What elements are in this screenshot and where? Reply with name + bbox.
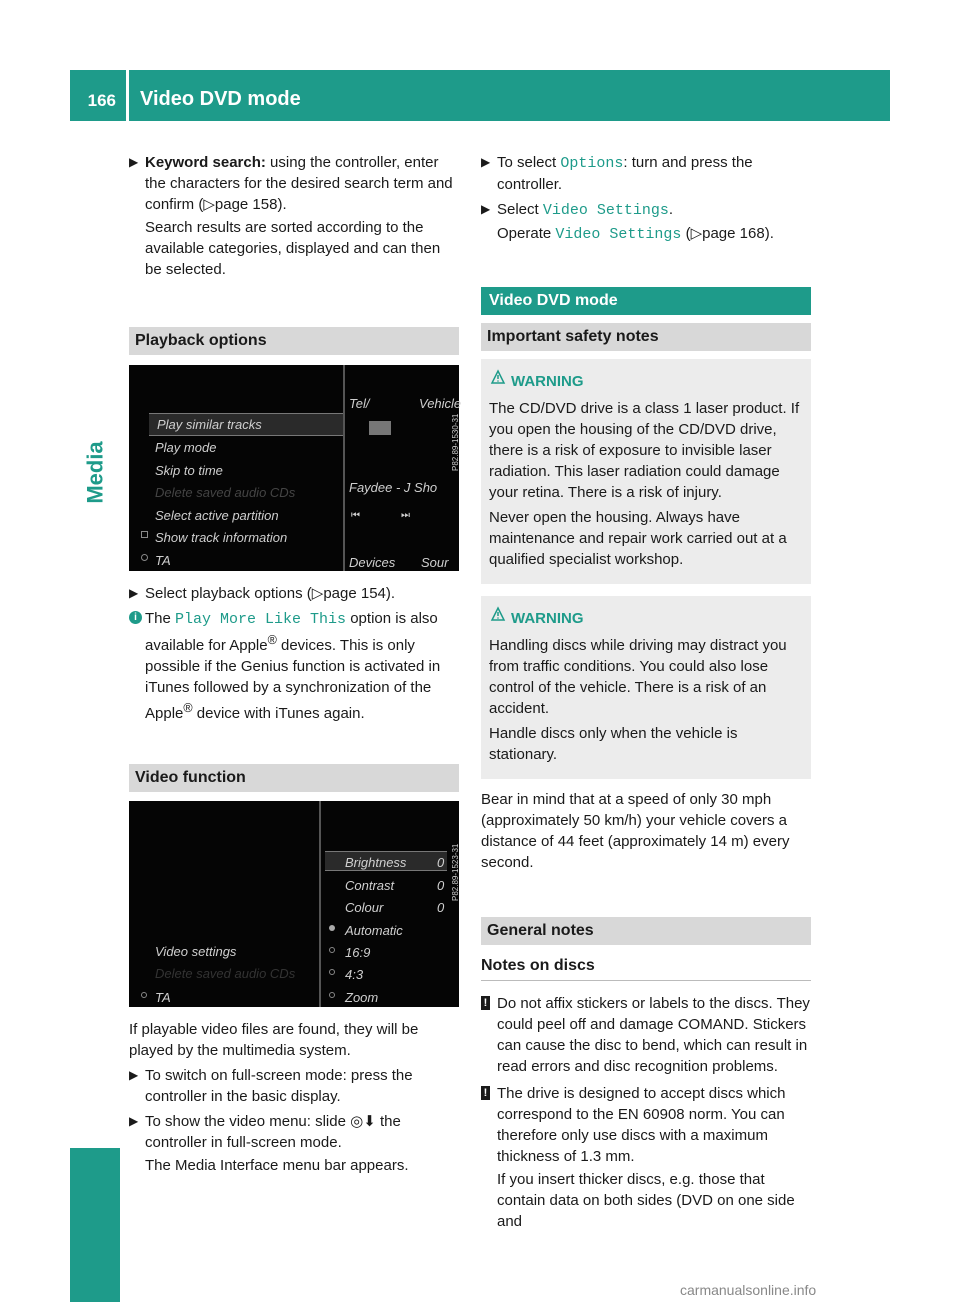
exclamation-icon: ! bbox=[481, 996, 490, 1010]
fullscreen-step: ▶ To switch on full-screen mode: press the controller in the basic display. bbox=[129, 1067, 413, 1105]
menu-item: Delete saved audio CDs bbox=[155, 966, 296, 981]
code-play-more-like-this: Play More Like This bbox=[175, 611, 347, 628]
video-menu-step: ▶ To show the video menu: slide ◎⬇ the controller in full-screen mode. The Media Interface menu bar appears. bbox=[129, 1113, 409, 1174]
setting-label: 16:9 bbox=[345, 945, 371, 960]
general-notes-heading: General notes bbox=[481, 917, 811, 945]
arrow-icon: ▶ bbox=[129, 586, 139, 600]
select-video-settings-step: ▶ Select Video Settings. Operate Video Settings (▷page 168). bbox=[481, 201, 774, 243]
menu-item: TA bbox=[155, 553, 171, 568]
notes-on-discs-heading: Notes on discs bbox=[481, 955, 811, 981]
menu-item: Skip to time bbox=[155, 463, 223, 478]
setting-label: Zoom bbox=[345, 990, 379, 1005]
video-function-heading: Video function bbox=[129, 764, 459, 792]
info-icon: i bbox=[129, 611, 142, 624]
menu-item: Delete saved audio CDs bbox=[155, 485, 296, 500]
menu-item: TA bbox=[155, 990, 171, 1005]
controller-slide-down-icon: ◎⬇ bbox=[350, 1113, 376, 1130]
warning-text: Never open the housing. Always have maintenance and repair work carried out at a qualified specialist workshop. bbox=[489, 509, 787, 568]
select-playback-step: ▶ Select playback options (▷page 154). bbox=[129, 585, 396, 602]
speed-note: Bear in mind that at a speed of only 30 mph (approximately 50 km/h) your vehicle covers a distance of 44 feet (approximately 14 m) every second. bbox=[481, 791, 790, 871]
select-options-step: ▶ To select Options: turn and press the controller. bbox=[481, 154, 753, 193]
radio-icon bbox=[329, 969, 335, 975]
arrow-icon: ▶ bbox=[129, 155, 139, 169]
menu-item: Select active partition bbox=[155, 508, 279, 523]
checkbox-icon bbox=[141, 531, 148, 538]
exclamation-icon: ! bbox=[481, 1086, 490, 1100]
tab-tel: Tel/ bbox=[349, 396, 370, 411]
menu-item: Video settings bbox=[155, 944, 237, 959]
radio-icon bbox=[329, 992, 335, 998]
radio-icon bbox=[141, 554, 148, 561]
page-title: Video DVD mode bbox=[140, 88, 301, 110]
warning-triangle-icon bbox=[491, 370, 505, 384]
menu-item: Play similar tracks bbox=[149, 413, 343, 436]
page-ref[interactable]: page 154 bbox=[323, 585, 386, 602]
video-files-para: If playable video files are found, they will be played by the multimedia system. bbox=[129, 1021, 419, 1059]
setting-label: Contrast bbox=[345, 878, 395, 893]
arrow-icon: ▶ bbox=[481, 155, 491, 169]
header-separator bbox=[126, 70, 129, 121]
setting-label: Brightness bbox=[345, 855, 407, 870]
warning-box-laser bbox=[481, 359, 811, 584]
warning-box-distraction bbox=[481, 596, 811, 779]
page-ref[interactable]: page 168 bbox=[702, 225, 765, 242]
tab-sources: Sour bbox=[421, 555, 449, 570]
tab-vehicle: Vehicle bbox=[419, 396, 462, 411]
arrow-icon: ▶ bbox=[481, 202, 491, 216]
tab-devices: Devices bbox=[349, 555, 396, 570]
side-tab-label: Media bbox=[82, 440, 108, 504]
safety-notes-heading: Important safety notes bbox=[481, 323, 811, 351]
ref-arrow-icon: ▷ bbox=[311, 585, 324, 602]
setting-value: 0 bbox=[437, 855, 445, 870]
side-tab-block bbox=[70, 1148, 120, 1302]
warning-label: WARNING bbox=[511, 610, 584, 627]
track-title: Faydee - J Sho bbox=[349, 480, 438, 495]
menu-item: Show track information bbox=[155, 530, 288, 545]
setting-label: Automatic bbox=[345, 923, 403, 938]
code-options: Options bbox=[560, 155, 624, 172]
keyword-note: Search results are sorted according to the available categories, displayed and can then be selected. bbox=[145, 219, 441, 278]
setting-value: 0 bbox=[437, 900, 445, 915]
warning-triangle-icon bbox=[491, 607, 505, 621]
setting-label: Colour bbox=[345, 900, 384, 915]
video-dvd-mode-heading: Video DVD mode bbox=[481, 287, 811, 315]
warning-text: The CD/DVD drive is a class 1 laser product. If you open the housing of the CD/DVD drive, there is a risk of exposure to invisible laser radiation. This laser radiation could damage your retina. There is a risk of injury. bbox=[489, 400, 800, 501]
image-code: P82.89-1523-31 bbox=[451, 843, 460, 901]
image-code: P82.89-1530-31 bbox=[451, 413, 460, 471]
menu-item: Play mode bbox=[155, 440, 217, 455]
ref-arrow-icon: ▷ bbox=[690, 225, 703, 242]
previous-icon: ⏮ bbox=[351, 510, 360, 521]
playback-screenshot bbox=[129, 365, 462, 571]
note-disc-norm: ! The drive is designed to accept discs which correspond to the EN 60908 norm. You can therefore only use discs with a maximum thickness of 1.3 mm. If you insert thicker discs, e.g. those that contain data on both sides (DVD on one side and bbox=[481, 1083, 811, 1232]
right-column bbox=[481, 152, 811, 1238]
page-ref[interactable]: page 158 bbox=[214, 196, 278, 213]
page-number: 166 bbox=[87, 91, 116, 110]
code-video-settings: Video Settings bbox=[542, 202, 669, 219]
next-icon: ⏭ bbox=[401, 510, 410, 521]
radio-icon bbox=[141, 992, 147, 998]
info-note: i The Play More Like This option is also available for Apple® devices. This is only possible if the Genius function is activated in iTunes followed by a synchronization of the Apple® device with iTunes again. bbox=[129, 608, 459, 724]
keyword-search-step: ▶ Keyword search: using the controller, enter the characters for the desired search term and confirm (▷page 158). Search results are sorted according to the available categories, displayed and can then be selected. bbox=[129, 152, 459, 280]
warning-text: Handle discs only when the vehicle is stationary. bbox=[489, 725, 738, 763]
arrow-icon: ▶ bbox=[129, 1068, 139, 1082]
radio-icon bbox=[329, 947, 335, 953]
setting-label: 4:3 bbox=[345, 967, 364, 982]
note-stickers: ! Do not affix stickers or labels to the discs. They could peel off and damage COMAND. Stickers can cause the disc to bend, which can result in read errors and disc recognition problems. bbox=[481, 993, 811, 1077]
setting-value: 0 bbox=[437, 878, 445, 893]
video-settings-screenshot bbox=[129, 801, 459, 1007]
warning-text: Handling discs while driving may distract you from traffic conditions. You could also lose control of the vehicle. There is a risk of an accident. bbox=[489, 637, 787, 717]
footer-watermark: carmanualsonline.info bbox=[680, 1282, 817, 1298]
album-art-icon bbox=[369, 421, 391, 435]
ref-arrow-icon: ▷ bbox=[203, 196, 215, 213]
left-column bbox=[129, 152, 462, 1180]
playback-options-heading: Playback options bbox=[129, 327, 459, 355]
radio-selected-icon bbox=[329, 925, 335, 931]
warning-label: WARNING bbox=[511, 373, 584, 390]
arrow-icon: ▶ bbox=[129, 1114, 139, 1128]
code-video-settings: Video Settings bbox=[555, 226, 682, 243]
